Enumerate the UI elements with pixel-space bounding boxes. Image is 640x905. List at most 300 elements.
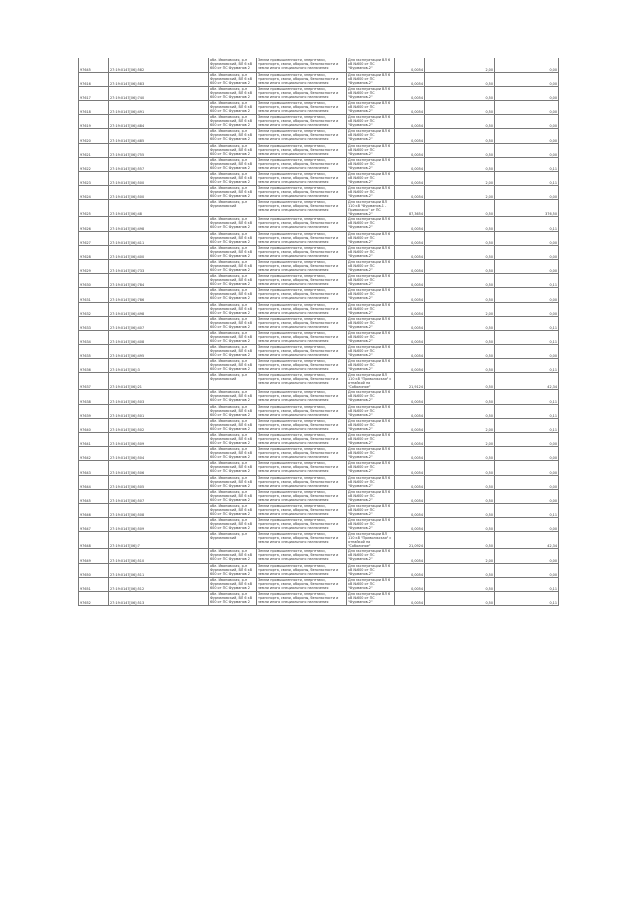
address-cell: обл. Ивановская, р-н Фурмановский, ВЛ 6 кВ 600 от ПС Фурманов 2 — [209, 231, 257, 245]
value-cell: 0,00 — [495, 288, 559, 302]
address-cell: обл. Ивановская, р-н Фурмановский, ВЛ 6 кВ 600 от ПС Фурманов 2 — [209, 447, 257, 461]
coefficient-cell: 0,50 — [425, 86, 495, 100]
address-cell: обл. Ивановская, р-н Фурмановский, ВЛ 6 кВ 600 от ПС Фурманов 2 — [209, 461, 257, 475]
land-category-cell: Земли промышленности, энергетики, транспорта, связи, обороны, безопасности и земли иного специального назначения — [257, 231, 347, 245]
cadastral-number-cell: 27:19:0147[06]:583 — [109, 72, 209, 86]
coefficient-cell: 0,50 — [425, 259, 495, 273]
address-cell: обл. Ивановская, р-н Фурмановский — [209, 532, 257, 549]
coefficient-cell: 0,50 — [425, 503, 495, 517]
area-cell: 0,0054 — [395, 330, 425, 344]
coefficient-cell: 2,00 — [425, 418, 495, 432]
value-cell: 0,11 — [495, 217, 559, 231]
table-row — [79, 447, 559, 461]
table-row — [79, 245, 559, 259]
value-cell: 0,00 — [495, 129, 559, 143]
table-row — [79, 433, 559, 447]
plot-number-cell: 97626 — [79, 217, 109, 231]
value-cell: 0,00 — [495, 433, 559, 447]
permitted-use-cell: Для эксплуатации ВЛ 6 кВ №600 от ПС "Фурманов-2" — [347, 172, 395, 186]
coefficient-cell: 0,50 — [425, 72, 495, 86]
coefficient-cell: 0,50 — [425, 316, 495, 330]
coefficient-cell: 0,50 — [425, 143, 495, 157]
permitted-use-cell: Для эксплуатации ВЛ 6 кВ №600 от ПС "Фурманов-2" — [347, 433, 395, 447]
cadastral-number-cell: 27:19:0147[06]:411 — [109, 231, 209, 245]
area-cell: 0,0054 — [395, 433, 425, 447]
table-row — [79, 549, 559, 563]
permitted-use-cell: Для эксплуатации ВЛ 6 кВ №600 от ПС "Фурманов-2" — [347, 330, 395, 344]
land-category-cell: Земли промышленности, энергетики, транспорта, связи, обороны, безопасности и земли иного специального назначения — [257, 302, 347, 316]
cadastral-number-cell: 27:19:0147[06]:509 — [109, 433, 209, 447]
plot-number-cell: 97622 — [79, 157, 109, 171]
plot-number-cell: 97645 — [79, 489, 109, 503]
area-cell: 0,0054 — [395, 503, 425, 517]
table-row — [79, 373, 559, 390]
permitted-use-cell: Для эксплуатации ВЛ 6 кВ №600 от ПС "Фурманов-2" — [347, 503, 395, 517]
area-cell: 0,0054 — [395, 86, 425, 100]
value-cell: 0,00 — [495, 115, 559, 129]
cadastral-number-cell: 27:19:0147[06]:513 — [109, 591, 209, 605]
plot-number-cell: 97636 — [79, 359, 109, 373]
land-category-cell: Земли промышленности, энергетики, транспорта, связи, обороны, безопасности и земли иного специального назначения — [257, 489, 347, 503]
permitted-use-cell: Для эксплуатации ВЛ 6 кВ №600 от ПС "Фурманов-2" — [347, 143, 395, 157]
land-category-cell: Земли промышленности, энергетики, транспорта, связи, обороны, безопасности и земли иного специального назначения — [257, 245, 347, 259]
coefficient-cell: 0,50 — [425, 475, 495, 489]
value-cell: 0,00 — [495, 518, 559, 532]
coefficient-cell: 2,00 — [425, 549, 495, 563]
permitted-use-cell: Для эксплуатации ВЛ 6 кВ №600 от ПС "Фурманов-2" — [347, 359, 395, 373]
table-row — [79, 86, 559, 100]
coefficient-cell: 2,00 — [425, 433, 495, 447]
land-category-cell: Земли промышленности, энергетики, транспорта, связи, обороны, безопасности и земли иного специального назначения — [257, 359, 347, 373]
land-category-cell: Земли промышленности, энергетики, транспорта, связи, обороны, безопасности и земли иного специального назначения — [257, 129, 347, 143]
cadastral-number-cell: 27:19:0147[06]:48 — [109, 200, 209, 217]
table-row — [79, 532, 559, 549]
cadastral-number-cell: 27:19:0147[06]:507 — [109, 489, 209, 503]
land-category-cell: Земли промышленности, энергетики, транспорта, связи, обороны, безопасности и земли иного специального назначения — [257, 143, 347, 157]
permitted-use-cell: Для эксплуатации ВЛ 110 кВ "Приволжская" с отпайкой на "Соболиное" — [347, 532, 395, 549]
plot-number-cell: 97621 — [79, 143, 109, 157]
land-category-cell: Земли промышленности, энергетики, транспорта, связи, обороны, безопасности и земли иного специального назначения — [257, 503, 347, 517]
value-cell: 0,11 — [495, 157, 559, 171]
permitted-use-cell: Для эксплуатации ВЛ 6 кВ №600 от ПС "Фурманов-2" — [347, 72, 395, 86]
plot-number-cell: 97649 — [79, 549, 109, 563]
plot-number-cell: 97617 — [79, 86, 109, 100]
area-cell: 0,0054 — [395, 58, 425, 72]
coefficient-cell: 0,50 — [425, 390, 495, 404]
coefficient-cell: 0,50 — [425, 345, 495, 359]
cadastral-number-cell: 27:19:0147[06]:485 — [109, 129, 209, 143]
cadastral-number-cell: 27:19:0147[06]:508 — [109, 503, 209, 517]
plot-number-cell: 97635 — [79, 345, 109, 359]
area-cell: 0,0054 — [395, 101, 425, 115]
address-cell: обл. Ивановская, р-н Фурмановский, ВЛ 6 кВ 600 от ПС Фурманов 2 — [209, 86, 257, 100]
area-cell: 0,0054 — [395, 259, 425, 273]
land-category-cell: Земли промышленности, энергетики, транспорта, связи, обороны, безопасности и земли иного специального назначения — [257, 390, 347, 404]
table-row — [79, 475, 559, 489]
plot-number-cell: 97634 — [79, 330, 109, 344]
cadastral-number-cell: 27:19:0147[06]:407 — [109, 316, 209, 330]
address-cell: обл. Ивановская, р-н Фурмановский, ВЛ 6 кВ 600 от ПС Фурманов 2 — [209, 404, 257, 418]
coefficient-cell: 0,50 — [425, 591, 495, 605]
table-body — [79, 58, 559, 606]
land-category-cell: Земли промышленности, энергетики, транспорта, связи, обороны, безопасности и земли иного специального назначения — [257, 373, 347, 390]
area-cell: 0,0054 — [395, 72, 425, 86]
land-plots-table — [78, 58, 559, 606]
land-category-cell: Земли промышленности, энергетики, транспорта, связи, обороны, безопасности и земли иного специального назначения — [257, 518, 347, 532]
coefficient-cell: 0,50 — [425, 563, 495, 577]
area-cell: 0,0054 — [395, 518, 425, 532]
address-cell: обл. Ивановская, р-н Фурмановский, ВЛ 6 кВ 600 от ПС Фурманов 2 — [209, 518, 257, 532]
land-category-cell: Земли промышленности, энергетики, транспорта, связи, обороны, безопасности и земли иного специального назначения — [257, 172, 347, 186]
cadastral-number-cell: 27:19:0147[06]:498 — [109, 302, 209, 316]
cadastral-number-cell: 27:19:0147[06]:509 — [109, 518, 209, 532]
area-cell: 21,0924 — [395, 532, 425, 549]
plot-number-cell: 97633 — [79, 316, 109, 330]
plot-number-cell: 97642 — [79, 447, 109, 461]
table-row — [79, 72, 559, 86]
coefficient-cell: 0,50 — [425, 245, 495, 259]
value-cell: 0,11 — [495, 503, 559, 517]
cadastral-number-cell: 27:19:0147[06]:3 — [109, 359, 209, 373]
land-category-cell: Земли промышленности, энергетики, транспорта, связи, обороны, безопасности и земли иного специального назначения — [257, 58, 347, 72]
table-row — [79, 577, 559, 591]
value-cell: 0,00 — [495, 72, 559, 86]
area-cell: 0,0054 — [395, 359, 425, 373]
address-cell: обл. Ивановская, р-н Фурмановский, ВЛ 6 кВ 600 от ПС Фурманов 2 — [209, 115, 257, 129]
cadastral-number-cell: 27:19:0147[06]:582 — [109, 58, 209, 72]
cadastral-number-cell: 27:19:0147[06]:491 — [109, 101, 209, 115]
area-cell: 0,0054 — [395, 390, 425, 404]
cadastral-number-cell: 27:19:0147[06]:408 — [109, 330, 209, 344]
area-cell: 87,3654 — [395, 200, 425, 217]
plot-number-cell: 97616 — [79, 72, 109, 86]
cadastral-number-cell: 27:19:0147[06]:484 — [109, 115, 209, 129]
area-cell: 0,0054 — [395, 217, 425, 231]
permitted-use-cell: Для эксплуатации ВЛ 6 кВ №600 от ПС "Фурманов-2" — [347, 489, 395, 503]
area-cell: 0,0054 — [395, 186, 425, 200]
plot-number-cell: 97628 — [79, 245, 109, 259]
table-row — [79, 563, 559, 577]
land-category-cell: Земли промышленности, энергетики, транспорта, связи, обороны, безопасности и земли иного специального назначения — [257, 86, 347, 100]
value-cell: 0,11 — [495, 172, 559, 186]
value-cell: 0,00 — [495, 58, 559, 72]
land-category-cell: Земли промышленности, энергетики, транспорта, связи, обороны, безопасности и земли иного специального назначения — [257, 475, 347, 489]
cadastral-number-cell: 27:19:0147[06]:505 — [109, 475, 209, 489]
plot-number-cell: 97620 — [79, 129, 109, 143]
address-cell: обл. Ивановская, р-н Фурмановский, ВЛ 6 кВ 600 от ПС Фурманов 2 — [209, 217, 257, 231]
permitted-use-cell: Для эксплуатации ВЛ 6 кВ №600 от ПС "Фурманов-2" — [347, 518, 395, 532]
value-cell: 0,00 — [495, 549, 559, 563]
table-row — [79, 58, 559, 72]
address-cell: обл. Ивановская, р-н Фурмановский, ВЛ 6 кВ 600 от ПС Фурманов 2 — [209, 129, 257, 143]
area-cell: 0,0054 — [395, 129, 425, 143]
area-cell: 0,0054 — [395, 274, 425, 288]
coefficient-cell: 0,50 — [425, 404, 495, 418]
plot-number-cell: 97623 — [79, 172, 109, 186]
coefficient-cell: 0,50 — [425, 157, 495, 171]
plot-number-cell: 97624 — [79, 186, 109, 200]
land-category-cell: Земли промышленности, энергетики, транспорта, связи, обороны, безопасности и земли иного специального назначения — [257, 101, 347, 115]
value-cell: 0,11 — [495, 577, 559, 591]
permitted-use-cell: Для эксплуатации ВЛ 6 кВ №600 от ПС "Фурманов-2" — [347, 447, 395, 461]
table-row — [79, 418, 559, 432]
permitted-use-cell: Для эксплуатации ВЛ 6 кВ №600 от ПС "Фурманов-2" — [347, 390, 395, 404]
permitted-use-cell: Для эксплуатации ВЛ 6 кВ №600 от ПС "Фурманов-2" — [347, 288, 395, 302]
area-cell: 0,0054 — [395, 475, 425, 489]
table-row — [79, 157, 559, 171]
address-cell: обл. Ивановская, р-н Фурмановский, ВЛ 6 кВ 600 от ПС Фурманов 2 — [209, 503, 257, 517]
value-cell: 0,00 — [495, 475, 559, 489]
permitted-use-cell: Для эксплуатации ВЛ 6 кВ №600 от ПС "Фурманов-2" — [347, 217, 395, 231]
address-cell: обл. Ивановская, р-н Фурмановский, ВЛ 6 кВ 600 от ПС Фурманов 2 — [209, 274, 257, 288]
area-cell: 0,0054 — [395, 563, 425, 577]
cadastral-number-cell: 27:19:0147[06]:500 — [109, 172, 209, 186]
land-category-cell: Земли промышленности, энергетики, транспорта, связи, обороны, безопасности и земли иного специального назначения — [257, 577, 347, 591]
cadastral-number-cell: 27:19:0147[06]:557 — [109, 157, 209, 171]
area-cell: 0,0054 — [395, 302, 425, 316]
land-category-cell: Земли промышленности, энергетики, транспорта, связи, обороны, безопасности и земли иного специального назначения — [257, 200, 347, 217]
table-row — [79, 288, 559, 302]
land-category-cell: Земли промышленности, энергетики, транспорта, связи, обороны, безопасности и земли иного специального назначения — [257, 532, 347, 549]
value-cell: 0,11 — [495, 418, 559, 432]
cadastral-number-cell: 27:19:0147[06]:786 — [109, 288, 209, 302]
plot-number-cell: 97631 — [79, 288, 109, 302]
plot-number-cell: 97645 — [79, 58, 109, 72]
plot-number-cell: 97627 — [79, 231, 109, 245]
value-cell: 42,34 — [495, 532, 559, 549]
permitted-use-cell: Для эксплуатации ВЛ 6 кВ №600 от ПС "Фурманов-2" — [347, 115, 395, 129]
value-cell: 0,00 — [495, 447, 559, 461]
land-category-cell: Земли промышленности, энергетики, транспорта, связи, обороны, безопасности и земли иного специального назначения — [257, 591, 347, 605]
address-cell: обл. Ивановская, р-н Фурмановский, ВЛ 6 кВ 600 от ПС Фурманов 2 — [209, 288, 257, 302]
plot-number-cell: 97619 — [79, 115, 109, 129]
permitted-use-cell: Для эксплуатации ВЛ 6 кВ №600 от ПС "Фурманов-2" — [347, 302, 395, 316]
coefficient-cell: 0,50 — [425, 231, 495, 245]
permitted-use-cell: Для эксплуатации ВЛ 6 кВ №600 от ПС "Фурманов-2" — [347, 157, 395, 171]
table-row — [79, 503, 559, 517]
address-cell: обл. Ивановская, р-н Фурмановский, ВЛ 6 кВ 600 от ПС Фурманов 2 — [209, 186, 257, 200]
permitted-use-cell: Для эксплуатации ВЛ 6 кВ №600 от ПС "Фурманов-2" — [347, 461, 395, 475]
table-row — [79, 143, 559, 157]
value-cell: 0,00 — [495, 245, 559, 259]
value-cell: 0,00 — [495, 302, 559, 316]
coefficient-cell: 0,50 — [425, 461, 495, 475]
value-cell: 0,00 — [495, 259, 559, 273]
plot-number-cell: 97646 — [79, 503, 109, 517]
cadastral-number-cell: 27:19:0147[06]:498 — [109, 217, 209, 231]
address-cell: обл. Ивановская, р-н Фурмановский, ВЛ 6 кВ 600 от ПС Фурманов 2 — [209, 563, 257, 577]
value-cell: 0,00 — [495, 231, 559, 245]
value-cell: 0,00 — [495, 461, 559, 475]
plot-number-cell: 97652 — [79, 591, 109, 605]
address-cell: обл. Ивановская, р-н Фурмановский, ВЛ 6 кВ 600 от ПС Фурманов 2 — [209, 72, 257, 86]
permitted-use-cell: Для эксплуатации ВЛ 6 кВ №600 от ПС "Фурманов-2" — [347, 58, 395, 72]
value-cell: 0,11 — [495, 359, 559, 373]
coefficient-cell: 0,50 — [425, 288, 495, 302]
value-cell: 0,00 — [495, 563, 559, 577]
land-category-cell: Земли промышленности, энергетики, транспорта, связи, обороны, безопасности и земли иного специального назначения — [257, 447, 347, 461]
permitted-use-cell: Для эксплуатации ВЛ 6 кВ №600 от ПС "Фурманов-2" — [347, 404, 395, 418]
value-cell: 0,00 — [495, 86, 559, 100]
table-row — [79, 115, 559, 129]
area-cell: 0,0054 — [395, 489, 425, 503]
coefficient-cell: 2,00 — [425, 302, 495, 316]
value-cell: 0,11 — [495, 404, 559, 418]
land-category-cell: Земли промышленности, энергетики, транспорта, связи, обороны, безопасности и земли иного специального назначения — [257, 330, 347, 344]
table-row — [79, 489, 559, 503]
cadastral-number-cell: 27:19:0147[06]:21 — [109, 373, 209, 390]
area-cell: 0,0054 — [395, 115, 425, 129]
value-cell: 0,11 — [495, 316, 559, 330]
plot-number-cell: 97637 — [79, 373, 109, 390]
value-cell: 0,00 — [495, 186, 559, 200]
land-category-cell: Земли промышленности, энергетики, транспорта, связи, обороны, безопасности и земли иного специального назначения — [257, 259, 347, 273]
table-row — [79, 316, 559, 330]
address-cell: обл. Ивановская, р-н Фурмановский, ВЛ 6 кВ 600 от ПС Фурманов 2 — [209, 58, 257, 72]
address-cell: обл. Ивановская, р-н Фурмановский, ВЛ 6 кВ 600 от ПС Фурманов 2 — [209, 418, 257, 432]
address-cell: обл. Ивановская, р-н Фурмановский, ВЛ 6 кВ 600 от ПС Фурманов 2 — [209, 101, 257, 115]
permitted-use-cell: Для эксплуатации ВЛ 6 кВ №600 от ПС "Фурманов-2" — [347, 186, 395, 200]
land-category-cell: Земли промышленности, энергетики, транспорта, связи, обороны, безопасности и земли иного специального назначения — [257, 345, 347, 359]
table-row — [79, 330, 559, 344]
cadastral-number-cell: 27:19:0147[06]:500 — [109, 186, 209, 200]
table-row — [79, 390, 559, 404]
value-cell: 376,50 — [495, 200, 559, 217]
address-cell: обл. Ивановская, р-н Фурмановский, ВЛ 6 кВ 600 от ПС Фурманов 2 — [209, 245, 257, 259]
coefficient-cell: 0,50 — [425, 217, 495, 231]
permitted-use-cell: Для эксплуатации ВЛ 6 кВ №600 от ПС "Фурманов-2" — [347, 86, 395, 100]
value-cell: 0,00 — [495, 143, 559, 157]
land-category-cell: Земли промышленности, энергетики, транспорта, связи, обороны, безопасности и земли иного специального назначения — [257, 461, 347, 475]
area-cell: 0,0054 — [395, 245, 425, 259]
cadastral-number-cell: 27:19:0147[06]:506 — [109, 461, 209, 475]
land-category-cell: Земли промышленности, энергетики, транспорта, связи, обороны, безопасности и земли иного специального назначения — [257, 72, 347, 86]
table-row — [79, 404, 559, 418]
address-cell: обл. Ивановская, р-н Фурмановский, ВЛ 6 кВ 600 от ПС Фурманов 2 — [209, 577, 257, 591]
plot-number-cell: 97640 — [79, 418, 109, 432]
plot-number-cell: 97643 — [79, 461, 109, 475]
area-cell: 0,0054 — [395, 157, 425, 171]
permitted-use-cell: Для эксплуатации ВЛ 6 кВ №600 от ПС "Фурманов-2" — [347, 259, 395, 273]
plot-number-cell: 97630 — [79, 274, 109, 288]
table-row — [79, 101, 559, 115]
address-cell: обл. Ивановская, р-н Фурмановский, ВЛ 6 кВ 600 от ПС Фурманов 2 — [209, 359, 257, 373]
coefficient-cell: 0,50 — [425, 274, 495, 288]
address-cell: обл. Ивановская, р-н Фурмановский, ВЛ 6 кВ 600 от ПС Фурманов 2 — [209, 433, 257, 447]
permitted-use-cell: Для эксплуатации ВЛ 6 кВ №600 от ПС "Фурманов-2" — [347, 316, 395, 330]
coefficient-cell: 0,50 — [425, 489, 495, 503]
coefficient-cell: 2,00 — [425, 58, 495, 72]
plot-number-cell: 97639 — [79, 404, 109, 418]
area-cell: 0,0054 — [395, 461, 425, 475]
cadastral-number-cell: 27:19:0147[06]:400 — [109, 245, 209, 259]
area-cell: 21,9124 — [395, 373, 425, 390]
value-cell: 0,11 — [495, 591, 559, 605]
address-cell: обл. Ивановская, р-н Фурмановский, ВЛ 6 кВ 600 от ПС Фурманов 2 — [209, 475, 257, 489]
land-category-cell: Земли промышленности, энергетики, транспорта, связи, обороны, безопасности и земли иного специального назначения — [257, 418, 347, 432]
permitted-use-cell: Для эксплуатации ВЛ 6 кВ №600 от ПС "Фурманов-2" — [347, 129, 395, 143]
plot-number-cell: 97641 — [79, 433, 109, 447]
area-cell: 0,0054 — [395, 418, 425, 432]
address-cell: обл. Ивановская, р-н Фурмановский, ВЛ 6 кВ 600 от ПС Фурманов 2 — [209, 172, 257, 186]
table-row — [79, 231, 559, 245]
area-cell: 0,0054 — [395, 143, 425, 157]
value-cell: 0,00 — [495, 101, 559, 115]
plot-number-cell: 97618 — [79, 101, 109, 115]
coefficient-cell: 0,50 — [425, 518, 495, 532]
area-cell: 0,0054 — [395, 404, 425, 418]
permitted-use-cell: Для эксплуатации ВЛ 6 кВ №600 от ПС "Фурманов-2" — [347, 549, 395, 563]
address-cell: обл. Ивановская, р-н Фурмановский — [209, 200, 257, 217]
plot-number-cell: 97651 — [79, 577, 109, 591]
area-cell: 0,0054 — [395, 316, 425, 330]
table-row — [79, 345, 559, 359]
coefficient-cell: 0,50 — [425, 129, 495, 143]
address-cell: обл. Ивановская, р-н Фурмановский, ВЛ 6 кВ 600 от ПС Фурманов 2 — [209, 157, 257, 171]
permitted-use-cell: Для эксплуатации ВЛ 6 кВ №600 от ПС "Фурманов-2" — [347, 591, 395, 605]
value-cell: 0,11 — [495, 330, 559, 344]
permitted-use-cell: Для эксплуатации ВЛ 6 кВ №600 от ПС "Фурманов-2" — [347, 101, 395, 115]
coefficient-cell: 0,50 — [425, 101, 495, 115]
area-cell: 0,0054 — [395, 447, 425, 461]
land-category-cell: Земли промышленности, энергетики, транспорта, связи, обороны, безопасности и земли иного специального назначения — [257, 549, 347, 563]
address-cell: обл. Ивановская, р-н Фурмановский, ВЛ 6 кВ 600 от ПС Фурманов 2 — [209, 302, 257, 316]
area-cell: 0,0054 — [395, 591, 425, 605]
coefficient-cell: 0,50 — [425, 200, 495, 217]
permitted-use-cell: Для эксплуатации ВЛ 6 кВ №600 от ПС "Фурманов-2" — [347, 577, 395, 591]
plot-number-cell: 97650 — [79, 563, 109, 577]
land-category-cell: Земли промышленности, энергетики, транспорта, связи, обороны, безопасности и земли иного специального назначения — [257, 274, 347, 288]
address-cell: обл. Ивановская, р-н Фурмановский, ВЛ 6 кВ 600 от ПС Фурманов 2 — [209, 591, 257, 605]
address-cell: обл. Ивановская, р-н Фурмановский — [209, 373, 257, 390]
address-cell: обл. Ивановская, р-н Фурмановский, ВЛ 6 кВ 600 от ПС Фурманов 2 — [209, 390, 257, 404]
cadastral-number-cell: 27:19:0147[06]:501 — [109, 404, 209, 418]
cadastral-number-cell: 27:19:0147[06]:740 — [109, 86, 209, 100]
area-cell: 0,0054 — [395, 577, 425, 591]
coefficient-cell: 0,50 — [425, 447, 495, 461]
plot-number-cell: 97647 — [79, 518, 109, 532]
cadastral-number-cell: 27:19:0147[06]:7 — [109, 532, 209, 549]
address-cell: обл. Ивановская, р-н Фурмановский, ВЛ 6 кВ 600 от ПС Фурманов 2 — [209, 549, 257, 563]
table-row — [79, 274, 559, 288]
coefficient-cell: 2,00 — [425, 172, 495, 186]
land-category-cell: Земли промышленности, энергетики, транспорта, связи, обороны, безопасности и земли иного специального назначения — [257, 404, 347, 418]
land-category-cell: Земли промышленности, энергетики, транспорта, связи, обороны, безопасности и земли иного специального назначения — [257, 115, 347, 129]
value-cell: 42,34 — [495, 373, 559, 390]
land-category-cell: Земли промышленности, энергетики, транспорта, связи, обороны, безопасности и земли иного специального назначения — [257, 217, 347, 231]
permitted-use-cell: Для эксплуатации ВЛ 6 кВ №600 от ПС "Фурманов-2" — [347, 475, 395, 489]
table-row — [79, 518, 559, 532]
table-row — [79, 461, 559, 475]
address-cell: обл. Ивановская, р-н Фурмановский, ВЛ 6 кВ 600 от ПС Фурманов 2 — [209, 330, 257, 344]
table-row — [79, 359, 559, 373]
land-category-cell: Земли промышленности, энергетики, транспорта, связи, обороны, безопасности и земли иного специального назначения — [257, 186, 347, 200]
cadastral-number-cell: 27:19:0147[06]:755 — [109, 143, 209, 157]
value-cell: 0,00 — [495, 489, 559, 503]
permitted-use-cell: Для эксплуатации ВЛ 110 кВ "Фурманов-1 - Приволжск" от ПС "Фурманов-2" — [347, 200, 395, 217]
land-category-cell: Земли промышленности, энергетики, транспорта, связи, обороны, безопасности и земли иного специального назначения — [257, 157, 347, 171]
cadastral-number-cell: 27:19:0147[06]:511 — [109, 563, 209, 577]
permitted-use-cell: Для эксплуатации ВЛ 6 кВ №600 от ПС "Фурманов-2" — [347, 231, 395, 245]
cadastral-number-cell: 27:19:0147[06]:510 — [109, 549, 209, 563]
land-category-cell: Земли промышленности, энергетики, транспорта, связи, обороны, безопасности и земли иного специального назначения — [257, 563, 347, 577]
coefficient-cell: 0,50 — [425, 532, 495, 549]
land-category-cell: Земли промышленности, энергетики, транспорта, связи, обороны, безопасности и земли иного специального назначения — [257, 316, 347, 330]
cadastral-number-cell: 27:19:0147[06]:784 — [109, 274, 209, 288]
value-cell: 0,11 — [495, 390, 559, 404]
area-cell: 0,0054 — [395, 549, 425, 563]
plot-number-cell: 97629 — [79, 259, 109, 273]
